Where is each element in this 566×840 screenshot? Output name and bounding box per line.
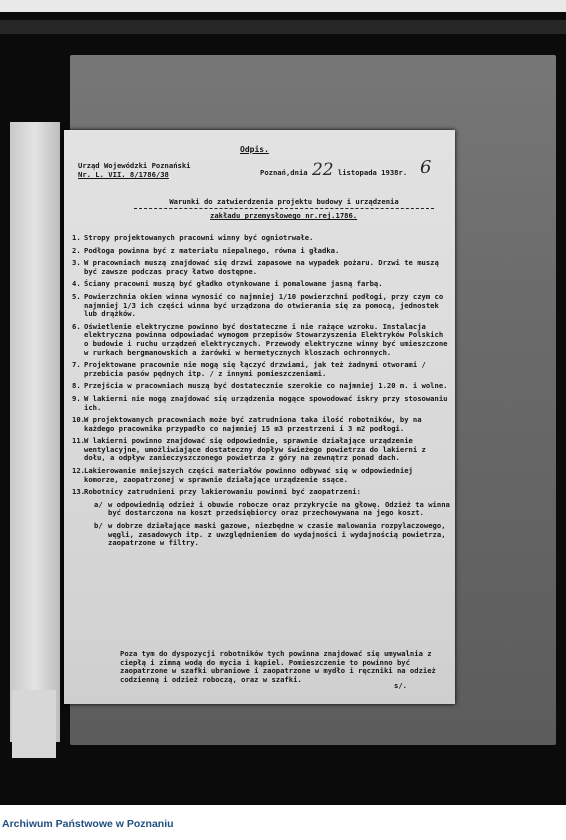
item-text: Robotnicy zatrudnieni przy lakierowaniu powinni być zaopatrzeni: [84, 487, 361, 497]
signature-mark: s/. [394, 681, 407, 690]
date-suffix: listopada 1938r. [337, 168, 408, 177]
item-text: Podłoga powinna być z materiału niepalnego, równa i gładka. [84, 245, 340, 255]
handwritten-day: 22 [311, 160, 334, 180]
conditions-list [72, 234, 450, 552]
archive-name: Archiwum Państwowe w Poznaniu [2, 818, 174, 830]
copy-title: Odpis. [240, 145, 269, 154]
list-item [72, 395, 450, 412]
list-item [72, 247, 450, 256]
sub-item-text: w dobrze działające maski gazowe, niezbędne w czasie malowania rozpylaczowego, węgli, zasadowych itp. z uwzględnieniem do wydajności i wydajnością powietrza, zaopatrzone w filtry. [108, 521, 446, 548]
date-prefix: Poznań,dnia [260, 168, 308, 177]
list-item [72, 361, 450, 378]
list-item [72, 323, 450, 357]
closing-paragraph: Poza tym do dyspozycji robotników tych powinna znajdować się umywalnia z ciepłą i zimną wodą do mycia i kąpiel. Pomieszczenie to powinno być zaopatrzone w szafki ubraniowe i zaopatrzone w mydło i ręczniki na odzież codzienną i odzież roboczą, oraz w szafki. [120, 649, 436, 684]
list-item [72, 416, 450, 433]
item-number: 2. [72, 245, 81, 255]
binding-strip-lower [12, 690, 56, 758]
item-number: 11. [72, 436, 85, 446]
handwritten-page-number: 6 [420, 157, 432, 178]
item-text: Oświetlenie elektryczne powinno być dostateczne i nie rażące wzroku. Instalacja elektryczna powinna odpowiadać wymogom przepisów Stowarzyszenia Elektryków Polskich o budowie i ruchu urządzeń elektrycznych. Przewody elektryczne winny być umieszczone w rurkach bergmanowskich a żarówki w hermetycznych kloszach ochronnych. [84, 321, 448, 357]
item-number: 10. [72, 415, 85, 425]
item-text: Przejścia w pracowniach muszą być dostatecznie szerokie co najmniej 1.20 m. i wolne. [84, 381, 448, 391]
list-item [72, 488, 450, 497]
office-name: Urząd Wojewódzki Poznański [78, 161, 191, 170]
item-number: 3. [72, 258, 81, 268]
list-item [72, 382, 450, 391]
scan-frame-line [0, 20, 566, 34]
item-text: Lakierowanie mniejszych części materiałów powinno odbywać się w odpowiedniej komorze, zaopatrzonej w sprawnie działające urządzenie ssące. [84, 466, 413, 484]
list-item [72, 293, 450, 319]
sub-item-letter: b/ [94, 521, 103, 531]
office-reference-number: Nr. L. VII. 8/1786/38 [78, 170, 169, 179]
sub-item-letter: a/ [94, 499, 103, 509]
list-item [72, 280, 450, 289]
item-number: 5. [72, 291, 81, 301]
item-number: 9. [72, 393, 81, 403]
item-number: 7. [72, 360, 81, 370]
list-item [72, 437, 450, 463]
item-number: 8. [72, 381, 81, 391]
sub-item [94, 501, 450, 518]
item-number: 6. [72, 321, 81, 331]
item-number: 4. [72, 279, 81, 289]
archive-footer [0, 816, 566, 840]
list-item [72, 234, 450, 243]
list-item [72, 467, 450, 484]
scan-top-band [0, 0, 566, 12]
item-text: Powierzchnia okien winna wynosić co najmniej 1/10 powierzchni podłogi, przy czym co najmniej 1/3 ich części winna być urządzona do otwierania się za pomocą, jednostek lub drążków. [84, 291, 444, 319]
sub-item-text: w odpowiednią odzież i obuwie robocze oraz przykrycie na głowę. Odzież ta winna być dostarczona na koszt przedsiębiorcy oraz przechowywana na jego koszt. [108, 499, 450, 518]
document-page [64, 130, 455, 704]
list-item [72, 259, 450, 276]
binding-strip [10, 122, 60, 742]
item-text: Ściany pracowni muszą być gładko otynkowane i pomalowane jasną farbą. [84, 279, 383, 289]
sub-item [94, 522, 450, 548]
item-number: 13. [72, 487, 85, 497]
document-heading: Warunki do zatwierdzenia projektu budowy i urządzenia [134, 198, 434, 209]
item-text: Stropy projektowanych pracowni winny być ogniotrwałe. [84, 233, 314, 242]
item-text: W lakierni powinno znajdować się odpowiednie, sprawnie działające urządzenie wentylacyjne, umożliwiające dostateczny dopływ świeżego powietrza do lakierni z dołu, a odpływ zanieczyszczonego powietrza z góry na zewnątrz ponad dach. [84, 436, 426, 463]
item-text: Projektowane pracownie nie mogą się łączyć drzwiami, jak też żadnymi otworami / przebicia pasów pędnych itp. / z innymi pomieszczeniami. [84, 360, 426, 378]
item-text: W pracowniach muszą znajdować się drzwi zapasowe na wypadek pożaru. Drzwi te muszą być zawsze podczas pracy łatwo dostępne. [84, 258, 439, 276]
document-subheading: zakładu przemysłowego nr.rej.1786. [210, 211, 358, 220]
item-number: 1. [72, 233, 81, 242]
item-number: 12. [72, 466, 85, 476]
item-text: W projektowanych pracowniach może być zatrudniona taka ilość robotników, by na każdego pracownika przypadło co najmniej 15 m3 przestrzeni i 3 m2 podłogi. [84, 415, 422, 433]
item-text: W lakierni nie mogą znajdować się urządzenia mogące spowodować iskry przy stosowaniu ich. [84, 393, 448, 412]
document-date [260, 160, 408, 180]
